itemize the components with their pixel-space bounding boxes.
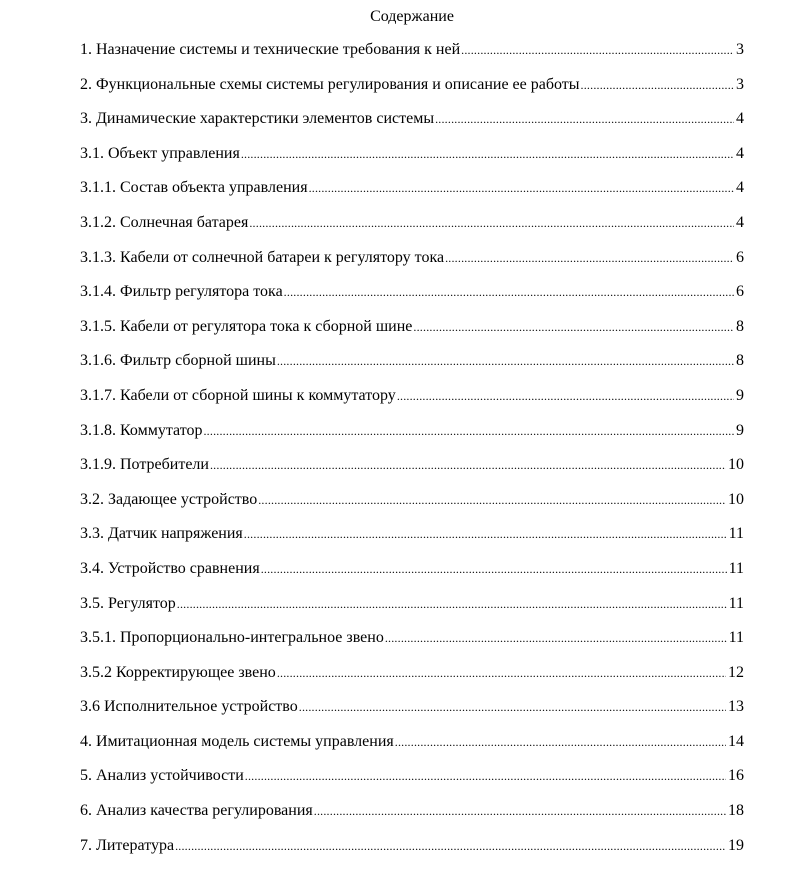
toc-dot-leader <box>435 108 734 130</box>
toc-entry[interactable] <box>80 108 744 143</box>
toc-page-number: 6 <box>736 248 744 266</box>
toc-title: Содержание <box>370 8 454 25</box>
toc-page-number: 3 <box>736 75 744 93</box>
toc-entry[interactable] <box>80 696 744 731</box>
toc-entry-title: 3.1.7. Кабели от сборной шины к коммутатору <box>80 386 396 404</box>
toc-dot-leader <box>581 74 734 96</box>
toc-entry-title: 3.1.2. Солнечная батарея <box>80 213 249 231</box>
toc-page-number: 16 <box>728 767 744 785</box>
toc-entry-title: 3.5.2 Корректирующее звено <box>80 663 276 681</box>
toc-entry[interactable] <box>80 800 744 835</box>
toc-page-number: 10 <box>728 456 744 474</box>
toc-page-number: 4 <box>736 179 744 197</box>
toc-page-number: 3 <box>736 41 744 58</box>
toc-page-number: 11 <box>728 629 744 647</box>
toc-dot-leader <box>244 523 727 545</box>
toc-entry[interactable] <box>80 454 744 489</box>
toc-entry[interactable] <box>80 765 744 800</box>
toc-dot-leader <box>210 454 726 476</box>
toc-entry[interactable] <box>80 143 744 178</box>
toc-page-number: 11 <box>728 594 744 612</box>
toc-entry[interactable] <box>80 247 744 282</box>
toc-entry[interactable] <box>80 74 744 109</box>
toc-dot-leader <box>309 177 734 199</box>
toc-entry[interactable] <box>80 593 744 628</box>
toc-page-number: 8 <box>736 352 744 370</box>
toc-entry-title: 3.5. Регулятор <box>80 594 176 612</box>
toc-dot-leader <box>258 489 726 511</box>
toc-entry[interactable] <box>80 212 744 247</box>
toc-page-number: 4 <box>736 144 744 162</box>
toc-dot-leader <box>277 350 734 372</box>
toc-entry-title: 4. Имитационная модель системы управления <box>80 732 394 750</box>
toc-entry[interactable] <box>80 350 744 385</box>
toc-entry-title: 3.1.8. Коммутатор <box>80 421 203 439</box>
toc-page-number: 11 <box>728 559 744 577</box>
toc-page-number: 14 <box>728 732 744 750</box>
toc-entry-title: 3.1.3. Кабели от солнечной батареи к регулятору тока <box>80 248 445 266</box>
toc-entry-title: 3.4. Устройство сравнения <box>80 559 260 577</box>
toc-entry-title: 3.1.1. Состав объекта управления <box>80 179 308 197</box>
toc-entry[interactable] <box>80 662 744 697</box>
toc-entry-title: 7. Литература <box>80 836 175 854</box>
toc-dot-leader <box>249 212 734 234</box>
toc-entry-title: 3.3. Датчик напряжения <box>80 525 243 543</box>
toc-page-number: 9 <box>736 421 744 439</box>
toc-entry-title: 3.5.1. Пропорционально-интегральное звено <box>80 629 384 647</box>
toc-dot-leader <box>445 247 734 269</box>
toc-dot-leader <box>241 143 734 165</box>
toc-dot-leader <box>261 558 727 580</box>
toc-entry[interactable] <box>80 489 744 524</box>
toc-page-number: 9 <box>736 386 744 404</box>
toc-entry-title: 6. Анализ качества регулирования <box>80 802 313 820</box>
toc-entry-title: 3.1.9. Потребители <box>80 456 209 474</box>
toc-entry-title: 3.1.4. Фильтр регулятора тока <box>80 283 283 301</box>
toc-entry-title: 1. Назначение системы и технические требования к ней <box>80 41 461 58</box>
toc-list <box>80 39 744 869</box>
toc-entry[interactable] <box>80 627 744 662</box>
toc-dot-leader <box>284 281 734 303</box>
toc-entry-title: 3.6 Исполнительное устройство <box>80 698 298 716</box>
toc-page-number: 8 <box>736 317 744 335</box>
toc-page-number: 18 <box>728 802 744 820</box>
toc-entry-title: 3.1.6. Фильтр сборной шины <box>80 352 276 370</box>
toc-entry-title: 5. Анализ устойчивости <box>80 767 244 785</box>
toc-dot-leader <box>299 696 726 718</box>
toc-entry[interactable] <box>80 385 744 420</box>
toc-entry-title: 2. Функциональные схемы системы регулирования и описание ее работы <box>80 75 580 93</box>
toc-entry-title: 3.1.5. Кабели от регулятора тока к сборной шине <box>80 317 413 335</box>
toc-entry[interactable] <box>80 39 744 74</box>
toc-entry[interactable] <box>80 835 744 869</box>
toc-page-number: 13 <box>728 698 744 716</box>
toc-page-number: 4 <box>736 110 744 128</box>
toc-dot-leader <box>461 39 734 61</box>
toc-entry-title: 3.1. Объект управления <box>80 144 240 162</box>
toc-page-number: 10 <box>728 490 744 508</box>
toc-page-number: 4 <box>736 213 744 231</box>
toc-dot-leader <box>413 316 734 338</box>
toc-entry[interactable] <box>80 420 744 455</box>
toc-page-number: 12 <box>728 663 744 681</box>
toc-dot-leader <box>395 731 726 753</box>
toc-entry[interactable] <box>80 316 744 351</box>
toc-dot-leader <box>203 420 734 442</box>
toc-entry[interactable] <box>80 523 744 558</box>
toc-entry[interactable] <box>80 731 744 766</box>
toc-dot-leader <box>397 385 734 407</box>
toc-entry-title: 3. Динамические характерстики элементов системы <box>80 110 435 128</box>
toc-dot-leader <box>385 627 727 649</box>
toc-dot-leader <box>245 765 726 787</box>
toc-dot-leader <box>175 835 726 857</box>
toc-entry[interactable] <box>80 177 744 212</box>
toc-entry[interactable] <box>80 281 744 316</box>
toc-entry[interactable] <box>80 558 744 593</box>
toc-page-number: 6 <box>736 283 744 301</box>
toc-dot-leader <box>314 800 726 822</box>
toc-entry-title: 3.2. Задающее устройство <box>80 490 258 508</box>
toc-page-number: 19 <box>728 836 744 854</box>
toc-dot-leader <box>177 593 727 615</box>
toc-dot-leader <box>277 662 726 684</box>
toc-page-number: 11 <box>728 525 744 543</box>
